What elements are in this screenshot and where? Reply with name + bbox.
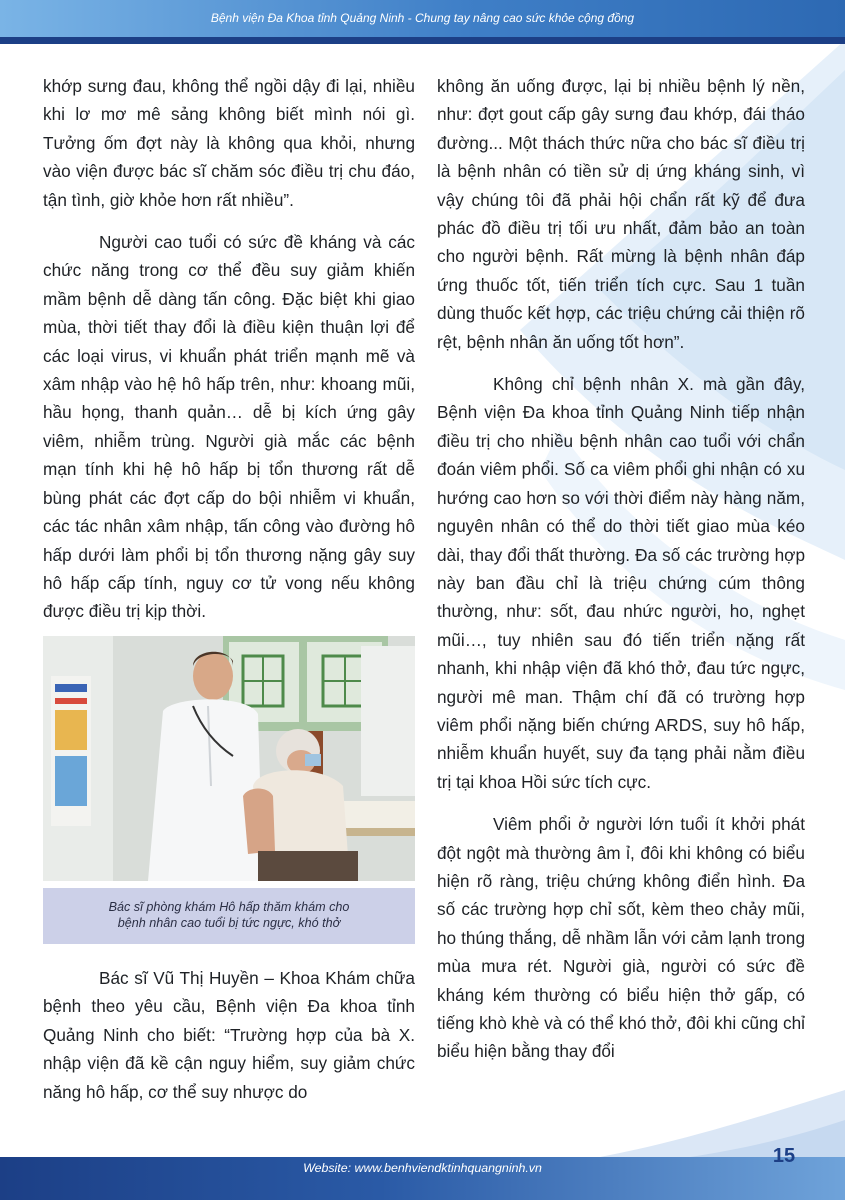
header-title: Bệnh viện Đa Khoa tỉnh Quảng Ninh - Chung tay nâng cao sức khỏe cộng đồng bbox=[210, 11, 635, 25]
left-paragraph-1: khớp sưng đau, không thể ngồi dậy đi lại, nhiều khi lơ mơ mê sảng không biết mình nói gì. Tưởng ốm đợt này là không qua khỏi, nhưng vào viện được bác sĩ chăm sóc điều trị chu đáo, tận tình, giờ khỏe hơn rất nhiều”. bbox=[43, 76, 415, 210]
left-paragraph-3: Bác sĩ Vũ Thị Huyền – Khoa Khám chữa bệnh theo yêu cầu, Bệnh viện Đa khoa tỉnh Quảng Ninh cho biết: “Trường hợp của bà X. nhập viện đã kề cận nguy hiểm, suy giảm chức năng hô hấp, cơ thể suy nhược do bbox=[43, 968, 415, 1102]
caption-line-1: Bác sĩ phòng khám Hô hấp thăm khám cho bbox=[108, 900, 350, 914]
right-paragraph-3: Viêm phổi ở người lớn tuổi ít khởi phát đột ngột mà thường âm ỉ, đôi khi không có biểu hiện rõ ràng, triệu chứng không điển hình. Đa số các trường hợp chỉ sốt, kèm theo chảy mũi, ho thúng thắng, dễ nhầm lẫn với cảm lạnh trong mùa mưa rét. Người già, người có sức đề kháng kém thường có biểu hiện thở gấp, có tiếng khò khè và có thể khó thở, đôi khi cũng chỉ biểu hiện bằng thay đổi bbox=[437, 814, 805, 1062]
header-rule bbox=[0, 37, 845, 44]
footer-website: Website: www.benhviendktinhquangninh.vn bbox=[303, 1161, 542, 1175]
page-number: 15 bbox=[772, 1145, 796, 1167]
photo-caption bbox=[43, 888, 415, 944]
right-paragraph-1: không ăn uống được, lại bị nhiều bệnh lý nền, như: đợt gout cấp gây sưng đau khớp, đái tháo đường... Một thách thức nữa cho bác sĩ điều trị là bệnh nhân có tiền sử dị ứng kháng sinh, vì vậy chúng tôi đã phải hội chẩn rất kỹ để đưa phác đồ điều trị tối ưu nhất, đảm bảo an toàn cho người bệnh. Rất mừng là bệnh nhân đáp ứng thuốc tốt, tiến triển tích cực. Sau 1 tuần dùng thuốc kết hợp, các triệu chứng cải thiện rõ rệt, bệnh nhân ăn uống tốt hơn”. bbox=[437, 76, 805, 352]
left-paragraph-2: Người cao tuổi có sức đề kháng và các chức năng trong cơ thể đều suy giảm khiến mầm bệnh dễ dàng tấn công. Đặc biệt khi giao mùa, thời tiết thay đổi là điều kiện thuận lợi để các loại virus, vi khuẩn phát triển mạnh mẽ và xâm nhập vào hệ hô hấp trên, như: khoang mũi, hầu họng, thanh quản… dễ bị kích ứng gây viêm, nhiễm trùng. Người già mắc các bệnh mạn tính khi hệ hô hấp bị tổn thương rất dễ bùng phát các đợt cấp do bội nhiễm vi khuẩn, các tác nhân xâm nhập, tấn công vào đường hô hấp dưới làm phổi bị tổn thương nặng gây suy hô hấp cấp tính, nguy cơ tử vong nếu không được điều trị kịp thời. bbox=[43, 232, 415, 622]
caption-line-2: bệnh nhân cao tuổi bị tức ngực, khó thở bbox=[117, 916, 341, 930]
right-column bbox=[437, 72, 805, 1066]
right-paragraph-2: Không chỉ bệnh nhân X. mà gần đây, Bệnh viện Đa khoa tỉnh Quảng Ninh tiếp nhận điều trị cho nhiều bệnh nhân cao tuổi với chẩn đoán viêm phổi. Số ca viêm phổi ghi nhận có xu hướng cao hơn so với thời điểm này hàng năm, nguyên nhân có thể do thời tiết giao mùa kéo dài, thay đổi thất thường. Đa số các trường hợp này ban đầu chỉ là triệu chứng cúm thông thường, như: sốt, đau nhức người, ho, nghẹt mũi…, tuy nhiên sau đó tiến triển nặng rất nhanh, khi nhập viện đã khó thở, đau tức ngực, người mê man. Thậm chí đã có trường hợp viêm phổi nặng biến chứng ARDS, suy hô hấp, nhiễm khuẩn huyết, suy đa tạng phải nằm điều trị tại khoa Hồi sức tích cực. bbox=[437, 374, 805, 792]
left-column-bottom bbox=[43, 964, 415, 1106]
left-column-top bbox=[43, 72, 415, 626]
doctor-examining-patient-photo bbox=[43, 636, 415, 881]
